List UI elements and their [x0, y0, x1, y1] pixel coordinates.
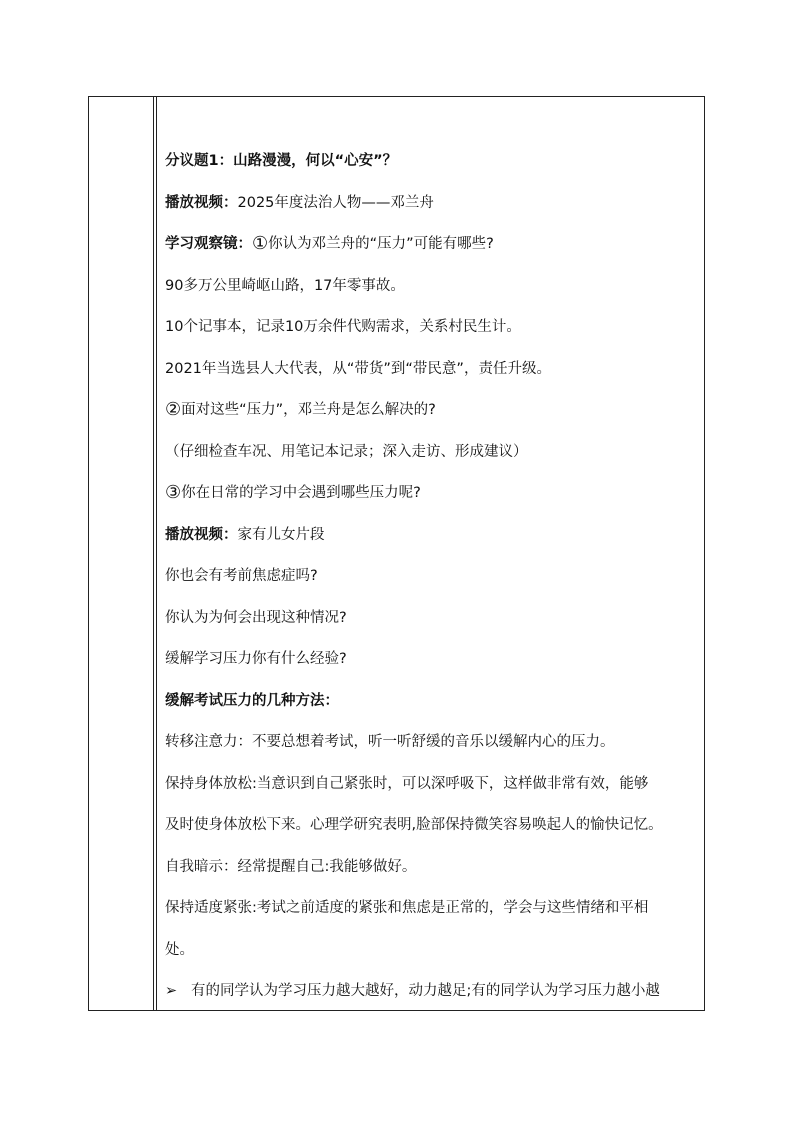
bullet-arrow-icon: ➢ [165, 983, 178, 999]
content-line [165, 317, 696, 359]
line-text: 家有儿女片段 [237, 526, 325, 543]
circled-number: ② [165, 399, 182, 420]
line-text: 有的同学认为学习压力越大越好，动力越足;有的同学认为学习压力越小越 [191, 983, 660, 999]
column-divider-inner [156, 97, 157, 1010]
line-text: 90多万公里崎岖山路，17年零事故。 [165, 277, 405, 294]
circled-number: ③ [165, 482, 182, 503]
left-column [89, 97, 156, 1010]
line-text: 处。 [165, 941, 194, 958]
content-line [165, 525, 696, 567]
line-text: 及时使身体放松下来。心理学研究表明,脸部保持微笑容易唤起人的愉快记忆。 [165, 817, 663, 833]
line-label: 学习观察镜： [165, 236, 252, 252]
content-line [165, 732, 696, 774]
content-line [165, 815, 696, 857]
line-text: 你在日常的学习中会遇到哪些压力呢? [181, 485, 421, 501]
line-text: 转移注意力：不要总想着考试，听一听舒缓的音乐以缓解内心的压力。 [165, 734, 615, 750]
content-line [165, 981, 696, 1023]
content-line [165, 898, 696, 940]
lesson-table [88, 96, 705, 1011]
line-text: 保持身体放松:当意识到自己紧张时，可以深呼吸下，这样做非常有效，能够 [165, 775, 649, 792]
content-line [165, 608, 696, 650]
content-line [165, 566, 696, 608]
line-label: 缓解考试压力的几种方法： [165, 692, 339, 709]
content-line [165, 400, 696, 442]
content-line [165, 483, 696, 525]
content-line [165, 193, 696, 235]
line-text: （仔细检查车况、用笔记本记录；深入走访、形成建议） [165, 443, 528, 460]
line-text: 你认为邓兰舟的“压力”可能有哪些? [268, 236, 494, 252]
content-line [165, 151, 696, 193]
content-line [165, 774, 696, 816]
line-label: 播放视频： [165, 526, 238, 543]
line-text: 保持适度紧张:考试之前适度的紧张和焦虑是正常的，学会与这些情绪和平相 [165, 900, 649, 916]
content-line [165, 359, 696, 401]
content-line [165, 691, 696, 733]
line-text: 面对这些“压力”，邓兰舟是怎么解决的? [181, 402, 436, 418]
content-line [165, 857, 696, 899]
line-text: 你也会有考前焦虑症吗? [165, 568, 318, 584]
line-text: 10个记事本，记录10万余件代购需求，关系村民生计。 [165, 319, 521, 335]
column-divider [153, 97, 154, 1010]
line-text: 你认为为何会出现这种情况? [165, 609, 347, 626]
line-text: 2025年度法治人物——邓兰舟 [237, 194, 434, 211]
content-line [165, 276, 696, 318]
line-text: 自我暗示：经常提醒自己:我能够做好。 [165, 858, 417, 875]
content-line [165, 234, 696, 276]
line-text: 缓解学习压力你有什么经验? [165, 651, 347, 667]
line-label: 分议题1：山路漫漫，何以“心安”？ [165, 153, 398, 169]
lesson-content [165, 151, 696, 1023]
content-line [165, 649, 696, 691]
content-line [165, 442, 696, 484]
content-line [165, 940, 696, 982]
line-text: 2021年当选县人大代表，从“带货”到“带民意”，责任升级。 [165, 360, 551, 377]
circled-number: ① [252, 233, 269, 254]
line-label: 播放视频： [165, 194, 238, 211]
